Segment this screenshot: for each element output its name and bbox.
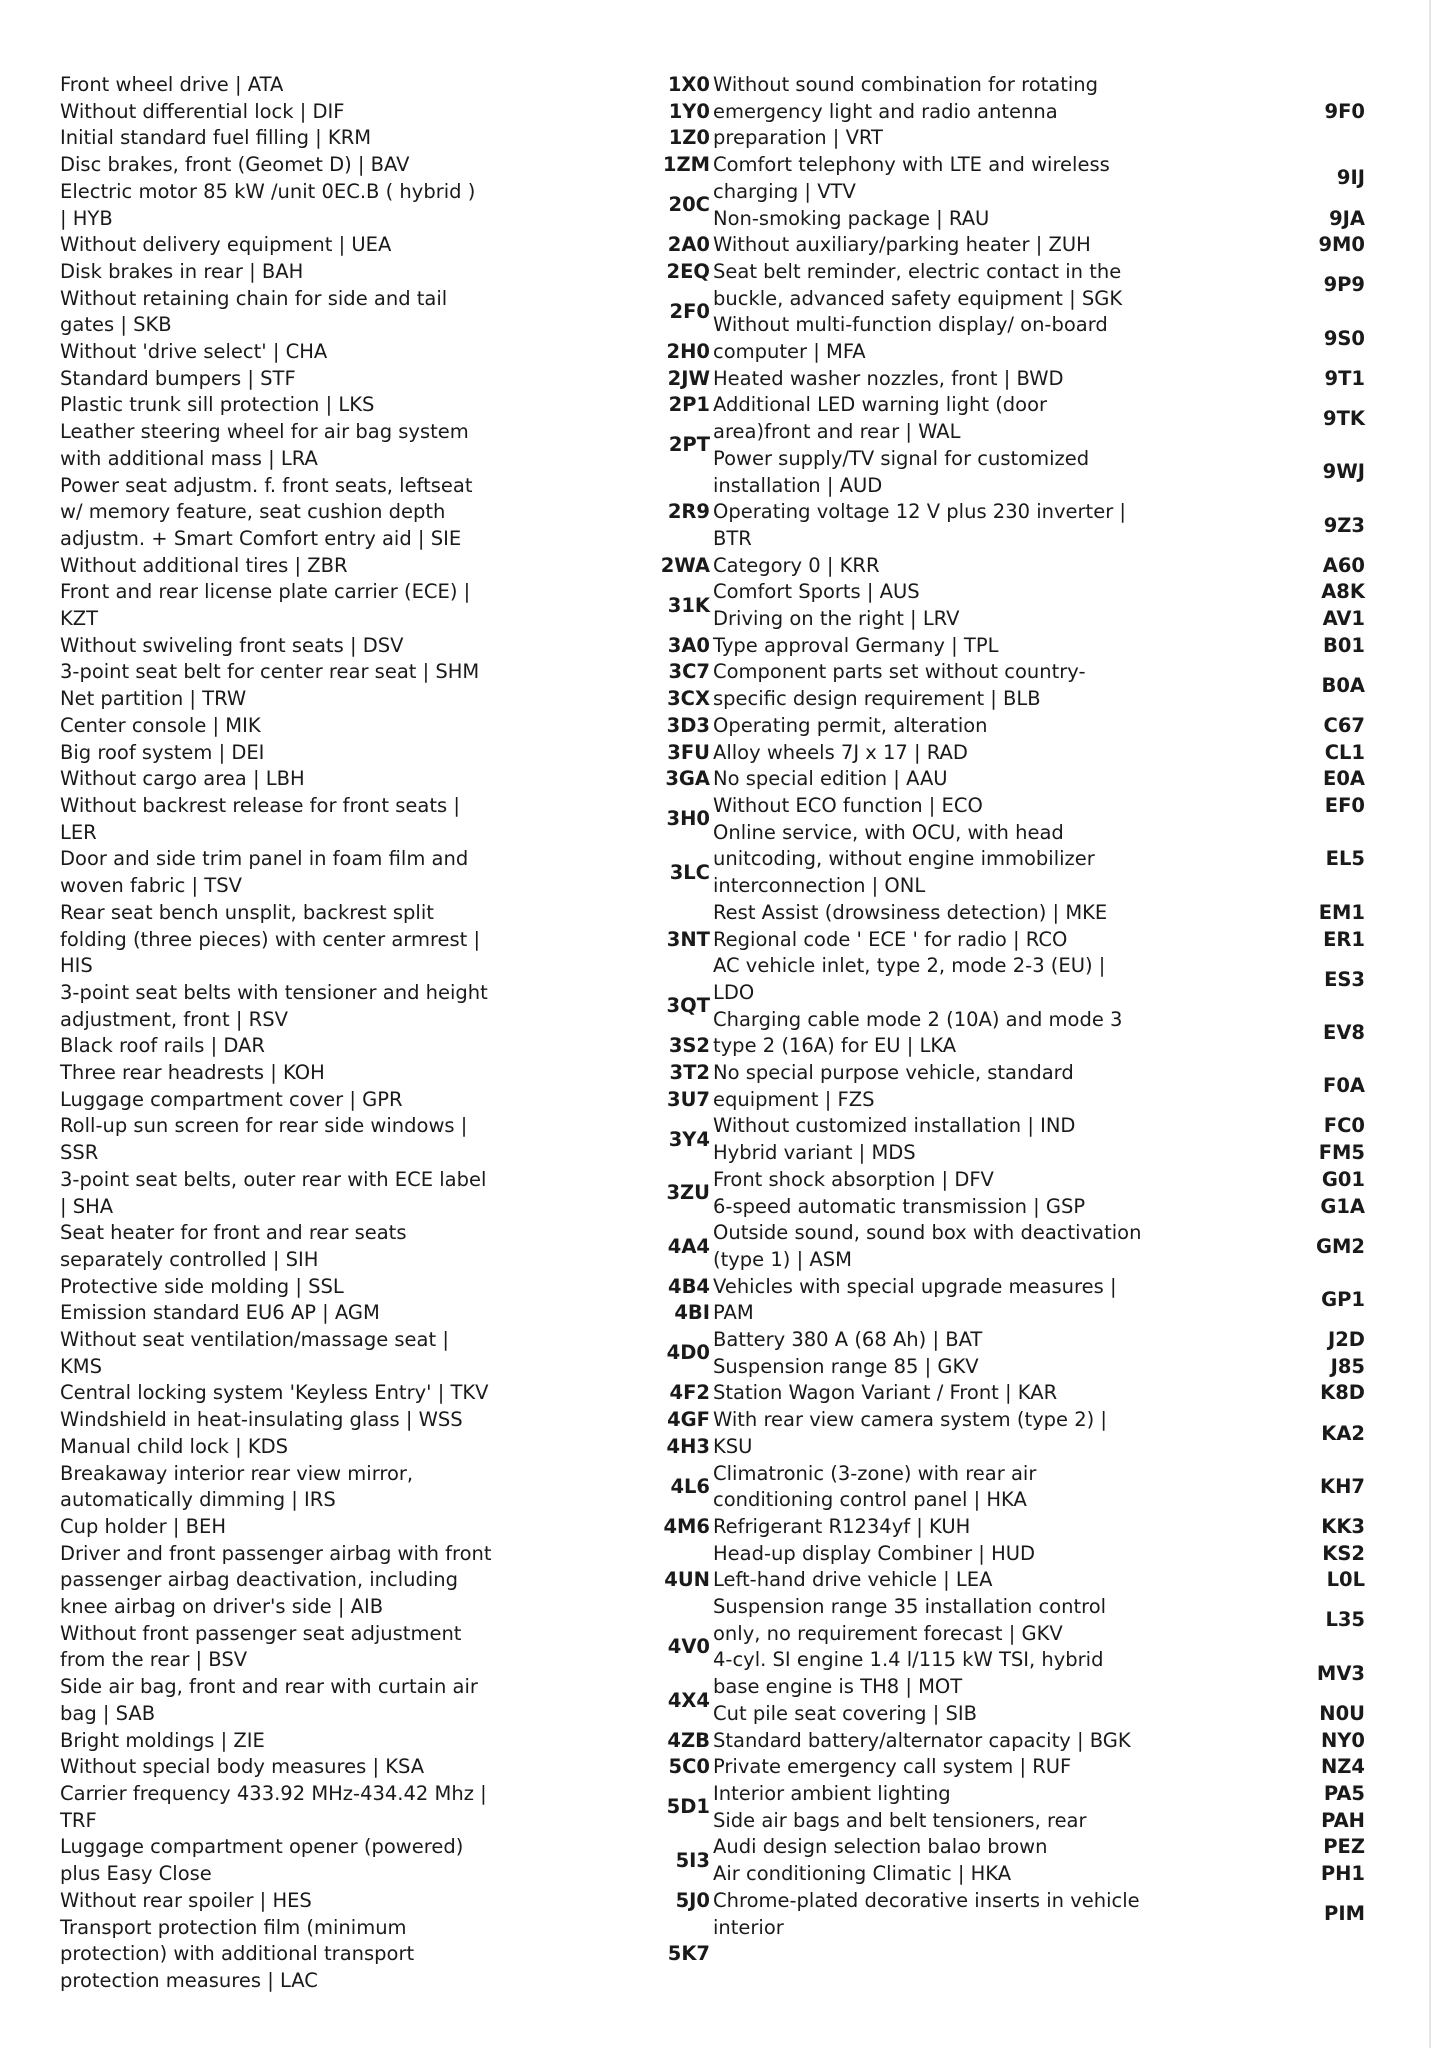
equipment-row [60, 1461, 710, 1514]
equipment-code: C67 [1323, 713, 1365, 737]
equipment-description: Without multi-function display/ on-board computer | MFA [713, 313, 1108, 364]
equipment-description: Comfort Sports | AUS [713, 580, 920, 604]
equipment-description: Without delivery equipment | UEA [60, 233, 392, 257]
equipment-row [713, 72, 1365, 152]
equipment-row [60, 713, 710, 740]
equipment-row [713, 499, 1365, 552]
equipment-code: 4V0 [667, 1635, 710, 1659]
equipment-row [60, 1728, 710, 1755]
equipment-description: Non-smoking package | RAU [713, 206, 990, 230]
equipment-code: PA5 [1323, 1782, 1365, 1805]
equipment-code: 2PT [668, 433, 710, 457]
equipment-row [60, 1834, 710, 1887]
equipment-code: 4UN [664, 1568, 710, 1592]
equipment-code: 4BI [674, 1301, 710, 1325]
equipment-code: 4H3 [666, 1434, 710, 1458]
equipment-code: 4F2 [669, 1381, 710, 1405]
equipment-description: Emission standard EU6 AP | AGM [60, 1301, 380, 1325]
equipment-description: Windshield in heat-insulating glass | WSS [60, 1408, 463, 1432]
equipment-description: Three rear headrests | KOH [60, 1061, 325, 1085]
equipment-row [60, 980, 710, 1033]
equipment-row [713, 1060, 1365, 1113]
equipment-row [60, 1621, 710, 1674]
equipment-code: L35 [1325, 1608, 1365, 1632]
equipment-code: 9IJ [1336, 166, 1365, 190]
equipment-description: Component parts set without country- specific design requirement | BLB [713, 660, 1086, 711]
equipment-code: 3ZU [666, 1181, 710, 1205]
equipment-code: A8K [1321, 580, 1365, 604]
equipment-code: F0A [1323, 1074, 1365, 1098]
equipment-description: Central locking system 'Keyless Entry' | TKV [60, 1381, 489, 1405]
equipment-description: Transport protection film (minimum protection) with additional transport protection measures | LAC [60, 1915, 415, 1992]
equipment-description: Online service, with OCU, with head unitcoding, without engine immobilizer interconnection | ONL [713, 820, 1095, 898]
equipment-description: Power supply/TV signal for customized installation | AUD [713, 446, 1090, 497]
equipment-row [60, 179, 710, 232]
equipment-description: Without special body measures | KSA [60, 1755, 425, 1779]
equipment-code: 1X0 [667, 73, 710, 96]
equipment-description: Climatronic (3-zone) with rear air conditioning control panel | HKA [713, 1461, 1037, 1512]
equipment-code: 3LC [669, 860, 710, 884]
equipment-row [713, 232, 1365, 259]
equipment-description: Station Wagon Variant / Front | KAR [713, 1381, 1058, 1405]
equipment-row [60, 1167, 710, 1220]
equipment-code: 9WJ [1322, 460, 1365, 484]
equipment-description: Driver and front passenger airbag with front passenger airbag deactivation, including knee airbag on driver's side | AIB [60, 1541, 492, 1619]
equipment-code: KA2 [1321, 1421, 1365, 1445]
equipment-row [60, 366, 710, 393]
equipment-description: Side air bag, front and rear with curtain air bag | SAB [60, 1675, 478, 1725]
scan-edge [1429, 0, 1431, 2048]
equipment-row [60, 1220, 710, 1273]
equipment-code: ER1 [1323, 927, 1365, 951]
equipment-description: Without ECO function | ECO [713, 793, 983, 817]
equipment-description: Rear seat bench unsplit, backrest split folding (three pieces) with center armrest | HIS [60, 900, 481, 978]
equipment-row [713, 579, 1365, 606]
equipment-row [713, 820, 1365, 900]
equipment-code: 9S0 [1323, 326, 1365, 350]
equipment-description: Driving on the right | LRV [713, 607, 960, 631]
equipment-code: KS2 [1322, 1541, 1365, 1565]
equipment-code: 2EQ [666, 259, 710, 283]
equipment-row [60, 1060, 710, 1087]
equipment-description: Comfort telephony with LTE and wireless charging | VTV [713, 153, 1110, 203]
equipment-row [713, 1728, 1365, 1755]
equipment-description: Disk brakes in rear | BAH [60, 259, 304, 283]
equipment-row [713, 1781, 1365, 1808]
equipment-row [60, 740, 710, 767]
equipment-code: NZ4 [1320, 1755, 1365, 1779]
equipment-code: EV8 [1323, 1020, 1365, 1044]
equipment-row [60, 793, 710, 846]
equipment-row [60, 1514, 710, 1541]
equipment-code: N0U [1319, 1701, 1365, 1725]
equipment-row [60, 286, 710, 339]
equipment-description: Regional code ' ECE ' for radio | RCO [713, 927, 1068, 951]
equipment-code: 4L6 [670, 1474, 710, 1498]
equipment-code: 5D1 [666, 1795, 710, 1819]
equipment-description: 3-point seat belts with tensioner and height adjustment, front | RSV [60, 980, 488, 1031]
equipment-description: Without sound combination for rotating emergency light and radio antenna preparation | VRT [713, 73, 1099, 150]
equipment-code: 9T1 [1324, 366, 1365, 390]
equipment-row [713, 793, 1365, 820]
equipment-description: Without retaining chain for side and tail gates | SKB [60, 286, 448, 337]
equipment-code: G01 [1321, 1167, 1365, 1191]
equipment-description: Without swiveling front seats | DSV [60, 633, 404, 657]
equipment-code: GP1 [1321, 1287, 1365, 1311]
equipment-row [713, 1354, 1365, 1381]
equipment-description: Front wheel drive | ATA [60, 73, 284, 96]
equipment-description: Power seat adjustm. f. front seats, leftseat w/ memory feature, seat cushion depth adjustm. + Smart Comfort entry aid | SIE [60, 473, 473, 550]
equipment-row [713, 1007, 1365, 1060]
equipment-description: Without front passenger seat adjustment from the rear | BSV [60, 1621, 462, 1672]
equipment-code: FM5 [1318, 1141, 1365, 1165]
equipment-code: KK3 [1321, 1514, 1365, 1538]
equipment-code: 4X4 [667, 1688, 710, 1712]
equipment-row [713, 1220, 1365, 1273]
equipment-row [60, 72, 710, 99]
equipment-description: Heated washer nozzles, front | BWD [713, 366, 1064, 390]
equipment-code: 2JW [667, 366, 710, 390]
equipment-description: Rest Assist (drowsiness detection) | MKE [713, 900, 1108, 924]
equipment-row [713, 1514, 1365, 1541]
equipment-row [60, 1754, 710, 1781]
equipment-code: PH1 [1320, 1862, 1365, 1886]
equipment-description: Air conditioning Climatic | HKA [713, 1862, 1012, 1886]
equipment-row [60, 579, 710, 632]
equipment-row [713, 206, 1365, 233]
equipment-code: 31K [667, 593, 710, 617]
equipment-description: Net partition | TRW [60, 687, 247, 711]
equipment-row [713, 1808, 1365, 1835]
equipment-description: Outside sound, sound box with deactivation (type 1) | ASM [713, 1221, 1142, 1271]
equipment-code: 3Y4 [668, 1127, 710, 1151]
equipment-row [60, 1407, 710, 1434]
equipment-description: Cup holder | BEH [60, 1514, 226, 1538]
equipment-row [60, 766, 710, 793]
equipment-description: Category 0 | KRR [713, 553, 880, 577]
equipment-row [713, 927, 1365, 954]
equipment-code: 3A0 [667, 633, 710, 657]
equipment-row [60, 259, 710, 286]
equipment-code: B01 [1323, 633, 1365, 657]
equipment-code: J2D [1327, 1328, 1365, 1352]
equipment-row [60, 1033, 710, 1060]
equipment-code: 9P9 [1323, 273, 1365, 297]
equipment-row [713, 1834, 1365, 1861]
equipment-row [713, 1861, 1365, 1888]
equipment-row [60, 1327, 710, 1380]
equipment-code: 9F0 [1324, 99, 1365, 123]
equipment-row [60, 686, 710, 713]
equipment-description: Big roof system | DEI [60, 740, 265, 764]
equipment-description: Standard battery/alternator capacity | BGK [713, 1728, 1131, 1752]
equipment-row [713, 1194, 1365, 1221]
left-equipment-column [60, 72, 710, 1995]
equipment-description: Alloy wheels 7J x 17 | RAD [713, 740, 968, 764]
equipment-code: 4ZB [667, 1728, 710, 1752]
equipment-description: Seat belt reminder, electric contact in the buckle, advanced safety equipment | SGK [713, 259, 1123, 310]
equipment-code: B0A [1321, 673, 1365, 697]
equipment-description: Battery 380 A (68 Ah) | BAT [713, 1328, 983, 1352]
equipment-row [713, 1140, 1365, 1167]
equipment-code: 4GF [667, 1408, 710, 1432]
equipment-code: 2A0 [667, 233, 710, 257]
equipment-description: Type approval Germany | TPL [713, 633, 999, 657]
equipment-row [713, 392, 1365, 445]
equipment-description: Bright moldings | ZIE [60, 1728, 265, 1752]
equipment-description: Left-hand drive vehicle | LEA [713, 1568, 993, 1592]
equipment-row [713, 633, 1365, 660]
equipment-description: Operating permit, alteration [713, 713, 988, 737]
equipment-row [60, 392, 710, 419]
equipment-code: 4B4 [668, 1274, 710, 1298]
equipment-description: Audi design selection balao brown [713, 1835, 1048, 1859]
equipment-row [60, 473, 710, 553]
equipment-code: EL5 [1325, 847, 1365, 871]
equipment-row [60, 1781, 710, 1834]
equipment-description: Front shock absorption | DFV [713, 1167, 994, 1191]
equipment-description: Initial standard fuel filling | KRM [60, 126, 372, 150]
equipment-row [60, 1541, 710, 1621]
equipment-description: Door and side trim panel in foam film and woven fabric | TSV [60, 847, 469, 898]
equipment-row [713, 259, 1365, 312]
equipment-code: PEZ [1323, 1835, 1365, 1859]
right-equipment-column [713, 72, 1365, 1941]
equipment-code: 9TK [1323, 406, 1365, 430]
equipment-row [60, 1300, 710, 1327]
equipment-code: E0A [1323, 767, 1365, 791]
equipment-row [713, 659, 1365, 712]
equipment-description: Suspension range 85 | GKV [713, 1354, 979, 1378]
equipment-description: No special purpose vehicle, standard equipment | FZS [713, 1061, 1074, 1111]
equipment-code: 3FU [667, 740, 710, 764]
equipment-row [60, 900, 710, 980]
equipment-description: No special edition | AAU [713, 767, 948, 791]
equipment-code: 5C0 [668, 1755, 710, 1779]
equipment-description: Electric motor 85 kW /unit 0EC.B ( hybrid ) | HYB [60, 179, 476, 230]
equipment-row [713, 740, 1365, 767]
equipment-row [60, 846, 710, 899]
equipment-row [60, 1915, 710, 1995]
equipment-code: 9M0 [1318, 233, 1365, 257]
equipment-row [713, 1567, 1365, 1594]
equipment-description: Disc brakes, front (Geomet D) | BAV [60, 153, 410, 177]
equipment-code: AV1 [1322, 607, 1365, 631]
equipment-description: Protective side molding | SSL [60, 1274, 344, 1298]
equipment-code: 3NT [666, 927, 710, 951]
equipment-code: 3U7 [667, 1087, 710, 1111]
equipment-code: EF0 [1324, 793, 1365, 817]
equipment-row [60, 232, 710, 259]
equipment-row [713, 1407, 1365, 1460]
equipment-description: Seat heater for front and rear seats separately controlled | SIH [60, 1221, 407, 1271]
equipment-code: KH7 [1320, 1474, 1365, 1498]
equipment-description: Plastic trunk sill protection | LKS [60, 393, 375, 417]
equipment-code: 2R9 [667, 500, 710, 524]
equipment-description: Breakaway interior rear view mirror, automatically dimming | IRS [60, 1461, 414, 1512]
equipment-description: Charging cable mode 2 (10A) and mode 3 type 2 (16A) for EU | LKA [713, 1007, 1123, 1058]
equipment-row [713, 1167, 1365, 1194]
equipment-description: Manual child lock | KDS [60, 1434, 289, 1458]
equipment-description: Cut pile seat covering | SIB [713, 1701, 978, 1725]
equipment-code: 1Z0 [668, 126, 710, 150]
equipment-description: Without auxiliary/parking heater | ZUH [713, 233, 1091, 257]
equipment-description: Luggage compartment cover | GPR [60, 1087, 403, 1111]
equipment-row [713, 1380, 1365, 1407]
equipment-description: Private emergency call system | RUF [713, 1755, 1072, 1779]
equipment-description: 3-point seat belts, outer rear with ECE label | SHA [60, 1167, 487, 1218]
equipment-row [60, 152, 710, 179]
equipment-description: Carrier frequency 433.92 MHz-434.42 Mhz | TRF [60, 1782, 487, 1832]
equipment-row [60, 1087, 710, 1114]
equipment-row [713, 713, 1365, 740]
equipment-description: 4-cyl. SI engine 1.4 l/115 kW TSI, hybrid base engine is TH8 | MOT [713, 1648, 1104, 1699]
equipment-code: 2F0 [669, 299, 710, 323]
equipment-code: GM2 [1316, 1234, 1365, 1258]
equipment-description: Black roof rails | DAR [60, 1034, 265, 1058]
equipment-code: 1ZM [662, 153, 710, 177]
equipment-row [713, 900, 1365, 927]
equipment-code: PAH [1321, 1808, 1365, 1832]
equipment-row [713, 1113, 1365, 1140]
equipment-code: 2WA [660, 553, 710, 577]
equipment-code: K8D [1320, 1381, 1365, 1405]
equipment-code: G1A [1320, 1194, 1365, 1218]
equipment-row [713, 1647, 1365, 1700]
equipment-description: Chrome-plated decorative inserts in vehicle interior [713, 1888, 1140, 1939]
equipment-code: 20C [668, 193, 710, 217]
equipment-description: 6-speed automatic transmission | GSP [713, 1194, 1086, 1218]
equipment-code: J85 [1330, 1354, 1365, 1378]
equipment-description: Without additional tires | ZBR [60, 553, 348, 577]
equipment-description: Additional LED warning light (door area)front and rear | WAL [713, 393, 1048, 444]
equipment-description: Without seat ventilation/massage seat | KMS [60, 1328, 449, 1378]
equipment-description: Without differential lock | DIF [60, 99, 345, 123]
equipment-description: Operating voltage 12 V plus 230 inverter | BTR [713, 500, 1126, 550]
equipment-description: Head-up display Combiner | HUD [713, 1541, 1036, 1565]
equipment-code: NY0 [1320, 1728, 1365, 1752]
equipment-code: CL1 [1324, 740, 1365, 764]
equipment-row [713, 1327, 1365, 1354]
equipment-row [60, 1434, 710, 1461]
equipment-code: 3S2 [668, 1034, 710, 1058]
equipment-code: 3CX [667, 687, 710, 711]
equipment-description: AC vehicle inlet, type 2, mode 2-3 (EU) | LDO [713, 954, 1106, 1004]
equipment-row [713, 553, 1365, 580]
equipment-description: Center console | MIK [60, 713, 261, 737]
equipment-row [60, 659, 710, 686]
equipment-description: Luggage compartment opener (powered) plus Easy Close [60, 1835, 464, 1886]
equipment-description: Front and rear license plate carrier (ECE) | KZT [60, 580, 471, 631]
equipment-description: Without rear spoiler | HES [60, 1888, 312, 1912]
equipment-row [60, 99, 710, 126]
equipment-code: 3GA [665, 767, 710, 791]
equipment-code: 2P1 [668, 393, 710, 417]
equipment-row [60, 125, 710, 152]
equipment-row [713, 152, 1365, 205]
equipment-row [713, 766, 1365, 793]
equipment-code: L0L [1326, 1568, 1365, 1592]
equipment-row [713, 1701, 1365, 1728]
equipment-code: 4M6 [663, 1514, 710, 1538]
equipment-code: 9Z3 [1323, 513, 1365, 537]
equipment-row [713, 1594, 1365, 1647]
equipment-row [60, 553, 710, 580]
equipment-row [60, 419, 710, 472]
equipment-row [60, 1380, 710, 1407]
equipment-code: 1Y0 [668, 99, 710, 123]
equipment-row [713, 953, 1365, 1006]
equipment-row [713, 1888, 1365, 1941]
equipment-description: 3-point seat belt for center rear seat | SHM [60, 660, 480, 684]
equipment-description: Roll-up sun screen for rear side windows | SSR [60, 1114, 468, 1165]
equipment-row [60, 633, 710, 660]
equipment-code: EM1 [1318, 900, 1365, 924]
equipment-code: FC0 [1323, 1114, 1365, 1138]
equipment-code: 2H0 [666, 340, 710, 364]
equipment-row [60, 1274, 710, 1301]
equipment-row [60, 1674, 710, 1727]
equipment-code: 9JA [1329, 206, 1365, 230]
equipment-description: Without 'drive select' | CHA [60, 340, 328, 364]
equipment-row [60, 1888, 710, 1915]
equipment-code: 4D0 [666, 1341, 710, 1365]
equipment-description: Refrigerant R1234yf | KUH [713, 1514, 971, 1538]
equipment-code: PIM [1324, 1902, 1365, 1926]
equipment-row [713, 1461, 1365, 1514]
equipment-description: Leather steering wheel for air bag system with additional mass | LRA [60, 420, 469, 470]
equipment-code: 4A4 [667, 1234, 710, 1258]
equipment-row [713, 606, 1365, 633]
equipment-code: 5K7 [667, 1942, 710, 1966]
equipment-row [713, 1754, 1365, 1781]
equipment-description: Without backrest release for front seats | LER [60, 793, 460, 844]
equipment-code: 3C7 [668, 660, 710, 684]
equipment-row [713, 1541, 1365, 1568]
equipment-description: Hybrid variant | MDS [713, 1141, 916, 1165]
equipment-row [713, 1274, 1365, 1327]
equipment-row [713, 366, 1365, 393]
equipment-description: With rear view camera system (type 2) | KSU [713, 1408, 1107, 1458]
equipment-code: 3QT [666, 994, 710, 1018]
equipment-code: A60 [1322, 553, 1365, 577]
equipment-description: Interior ambient lighting [713, 1782, 951, 1805]
equipment-description: Side air bags and belt tensioners, rear [713, 1808, 1087, 1832]
equipment-code: 3H0 [666, 807, 710, 831]
equipment-row [60, 1113, 710, 1166]
equipment-code: ES3 [1324, 967, 1365, 991]
equipment-code: 5J0 [675, 1888, 710, 1912]
equipment-row [60, 339, 710, 366]
equipment-code: 5I3 [675, 1848, 710, 1872]
equipment-row [713, 312, 1365, 365]
equipment-description: Without customized installation | IND [713, 1114, 1076, 1138]
equipment-row [713, 446, 1365, 499]
equipment-code: MV3 [1316, 1661, 1365, 1685]
equipment-code: 3D3 [666, 713, 710, 737]
equipment-description: Vehicles with special upgrade measures | PAM [713, 1274, 1117, 1325]
equipment-code: 3T2 [669, 1061, 710, 1085]
equipment-description: Suspension range 35 installation control only, no requirement forecast | GKV [713, 1595, 1107, 1645]
equipment-description: Standard bumpers | STF [60, 366, 296, 390]
equipment-description: Without cargo area | LBH [60, 767, 305, 791]
